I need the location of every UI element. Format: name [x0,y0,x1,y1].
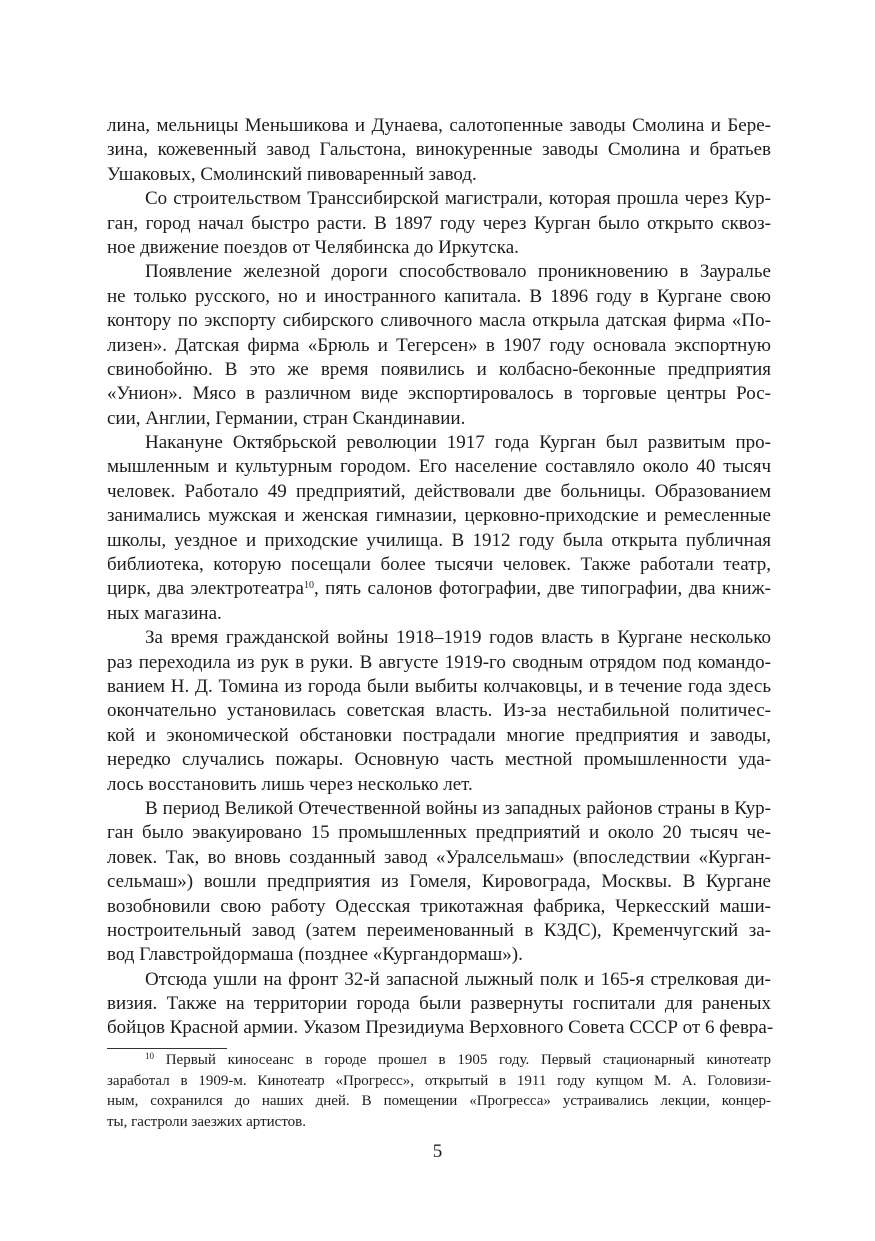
paragraph [107,797,771,968]
text-line: школы, уездное и приходские училища. В 1912 году была открыта публичная [107,529,771,551]
text-line: свинобойню. В это же время появились и колбасно-беконные предприятия [107,358,771,380]
text-run: цирк, два электротеатра [107,578,304,600]
text-line: Накануне Октябрьской революции 1917 года Курган был развитым про- [145,432,771,454]
paragraph [107,114,771,187]
text-line: лось восстановить лишь через несколько лет. [107,773,473,795]
text-line: нередко случались пожары. Основную часть местной промышленности уда- [107,749,771,771]
text-line: Появление железной дороги способствовало проникновению в Зауралье [145,261,771,283]
page-body [107,114,774,1041]
text-line: окончательно установилась советская власть. Из-за нестабильной политичес- [107,700,771,722]
text-line: В период Великой Отечественной войны из западных районов страны в Кур- [145,797,771,819]
paragraph [107,968,774,1041]
text-line: зина, кожевенный завод Гальстона, винокуренные заводы Смолина и братьев [107,139,771,161]
text-line: За время гражданской войны 1918–1919 годов власть в Кургане несколько [145,627,771,649]
footnote-separator [107,1048,227,1049]
text-line: ностроительный завод (затем переименованный в КЗДС), Кременчугский за- [107,919,771,941]
text-line: не только русского, но и иностранного капитала. В 1896 году в Кургане свою [107,285,771,307]
text-line: ган, город начал быстро расти. В 1897 году через Курган было открыто сквоз- [107,212,771,234]
footnote-line: заработал в 1909-м. Кинотеатр «Прогресс», открытый в 1911 году купцом М. А. Головизи- [107,1072,771,1089]
text-line: вод Главстройдормаша (позднее «Кургандормаш»). [107,944,523,966]
text-line: мышленным и культурным городом. Его население составляло около 40 тысяч [107,456,771,478]
text-line: Со строительством Транссибирской магистрали, которая прошла через Кур- [145,188,771,210]
text-line: сельмаш») вошли предприятия из Гомеля, Кировограда, Москвы. В Кургане [107,871,771,893]
text-line: кой и экономической обстановки пострадали многие предприятия и заводы, [107,724,771,746]
text-line: контору по экспорту сибирского сливочного масла открыла датская фирма «По- [107,310,771,332]
text-line [107,577,771,601]
text-line: визия. Также на территории города были развернуты госпитали для раненых [107,993,771,1015]
text-line: ванием Н. Д. Томина из города были выбиты колчаковцы, и в течение года здесь [107,675,771,697]
text-line: Отсюда ушли на фронт 32-й запасной лыжный полк и 165-я стрелковая ди- [145,968,771,990]
text-line: ное движение поездов от Челябинска до Иркутска. [107,236,519,258]
text-line: бойцов Красной армии. Указом Президиума Верховного Совета СССР от 6 февра- [107,1017,774,1039]
footnote-marker: 10 [145,1051,154,1061]
text-line: возобновили свою работу Одесская трикотажная фабрика, Черкесский маши- [107,895,771,917]
text-line: библиотека, которую посещали более тысячи человек. Также работали театр, [107,554,771,576]
paragraph [107,187,771,260]
text-line: Ушаковых, Смолинский пивоваренный завод. [107,163,477,185]
text-run: , пять салонов фотографии, две типографии, два книж- [313,578,771,600]
paragraph [107,260,771,431]
paragraph [107,626,771,797]
paragraph [107,431,771,626]
text-line: человек. Работало 49 предприятий, действовали две больницы. Образованием [107,480,771,502]
text-line: ловек. Так, во вновь созданный завод «Уралсельмаш» (впоследствии «Курган- [107,846,771,868]
footnote [107,1050,771,1132]
text-line: раз переходила из рук в руки. В августе 1919-го сводным отрядом под командо- [107,651,771,673]
page-number: 5 [432,1141,443,1162]
text-line: сии, Англии, Германии, стран Скандинавии. [107,407,466,429]
footnote-line [107,1050,771,1071]
text-line: «Унион». Мясо в различном виде экспортировалось в торговые центры Рос- [107,383,771,405]
text-line: лина, мельницы Меньшикова и Дунаева, салотопенные заводы Смолина и Бере- [107,115,771,136]
text-run: Первый киносеанс в городе прошел в 1905 году. Первый стационарный кинотеатр [154,1052,771,1068]
footnote-reference[interactable]: 10 [303,580,314,592]
text-line: ган было эвакуировано 15 промышленных предприятий и около 20 тысяч че- [107,822,771,844]
footnote-line: ты, гастроли заезжих артистов. [107,1113,307,1130]
text-line: занимались мужская и женская гимназии, церковно-приходские и ремесленные [107,505,771,527]
text-line: лизен». Датская фирма «Брюль и Тегерсен» в 1907 году основала экспортную [107,334,771,356]
footnote-line: ным, сохранился до наших дней. В помещении «Прогресса» устраивались лекции, концер- [107,1093,771,1110]
text-line: ных магазина. [107,602,222,624]
